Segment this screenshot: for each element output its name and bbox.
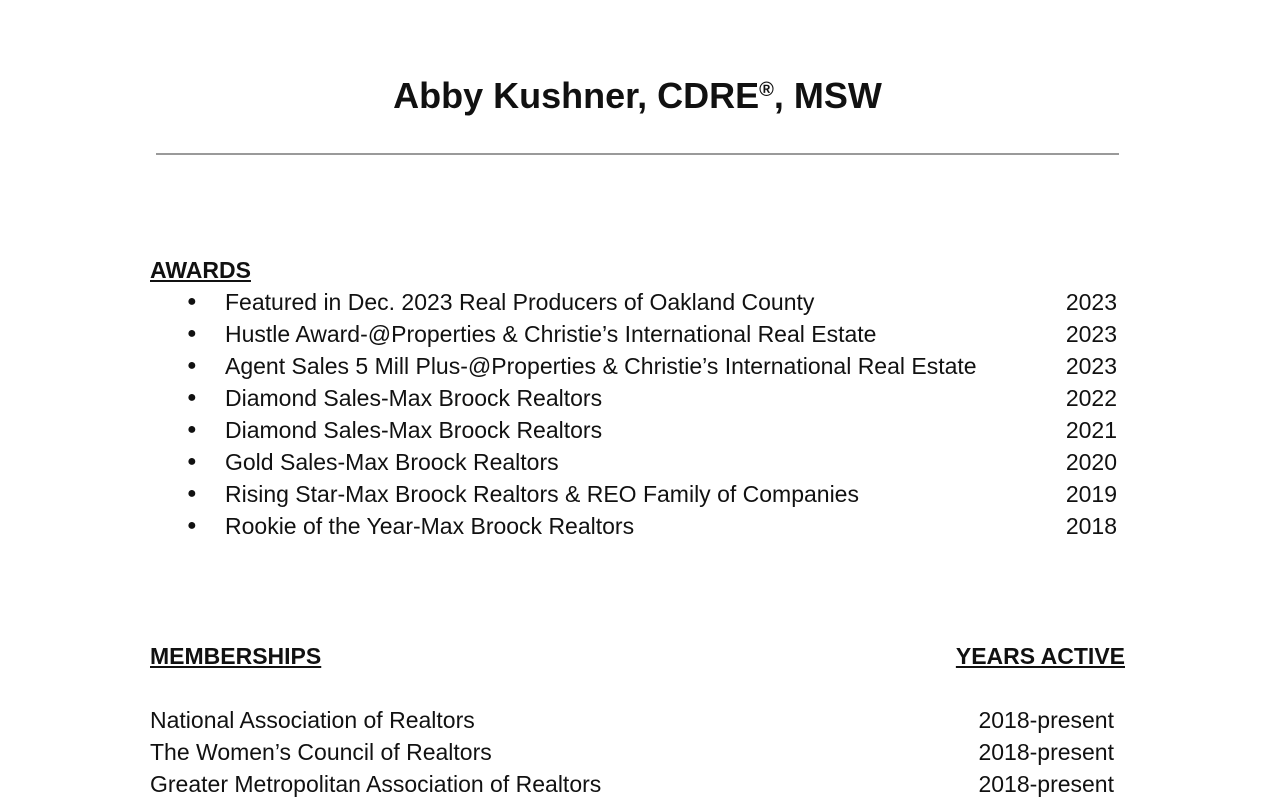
award-item xyxy=(150,382,1117,414)
membership-name: Greater Metropolitan Association of Realtors xyxy=(150,771,602,797)
credential-suffix: , MSW xyxy=(773,75,882,116)
years-active-heading: YEARS ACTIVE xyxy=(955,643,1125,669)
award-year: 2021 xyxy=(1065,417,1117,443)
memberships-list xyxy=(150,704,1117,800)
award-item xyxy=(150,478,1117,510)
award-year: 2023 xyxy=(1065,289,1117,315)
bullet-icon: ● xyxy=(187,325,197,342)
membership-item xyxy=(150,704,1117,736)
award-item xyxy=(150,318,1117,350)
award-item xyxy=(150,446,1117,478)
bullet-icon: ● xyxy=(187,421,197,438)
award-item xyxy=(150,414,1117,446)
registered-mark: ® xyxy=(759,79,774,101)
award-item xyxy=(150,286,1117,318)
award-year: 2020 xyxy=(1065,449,1117,475)
award-item xyxy=(150,510,1117,542)
award-name: Diamond Sales-Max Broock Realtors xyxy=(225,385,603,411)
award-name: Gold Sales-Max Broock Realtors xyxy=(225,449,559,475)
award-name: Agent Sales 5 Mill Plus-@Properties & Christie’s International Real Estate xyxy=(225,353,977,379)
award-item xyxy=(150,350,1117,382)
membership-name: The Women’s Council of Realtors xyxy=(150,739,492,765)
name-text: Abby Kushner, CDRE xyxy=(393,75,760,116)
membership-years: 2018-present xyxy=(978,771,1114,797)
membership-item xyxy=(150,768,1117,800)
award-year: 2018 xyxy=(1065,513,1117,539)
bullet-icon: ● xyxy=(187,517,197,534)
header-divider xyxy=(156,153,1119,155)
memberships-heading: MEMBERSHIPS xyxy=(150,643,322,669)
award-name: Featured in Dec. 2023 Real Producers of Oakland County xyxy=(225,289,815,315)
membership-years: 2018-present xyxy=(978,739,1114,765)
membership-years: 2018-present xyxy=(978,707,1114,733)
bullet-icon: ● xyxy=(187,485,197,502)
award-name: Rookie of the Year-Max Broock Realtors xyxy=(225,513,635,539)
bullet-icon: ● xyxy=(187,293,197,310)
award-year: 2023 xyxy=(1065,321,1117,347)
bullet-icon: ● xyxy=(187,453,197,470)
award-year: 2023 xyxy=(1065,353,1117,379)
page-title xyxy=(0,74,1275,118)
bullet-icon: ● xyxy=(187,357,197,374)
award-name: Hustle Award-@Properties & Christie’s International Real Estate xyxy=(225,321,877,347)
membership-item xyxy=(150,736,1117,768)
award-year: 2022 xyxy=(1065,385,1117,411)
award-name: Rising Star-Max Broock Realtors & REO Family of Companies xyxy=(225,481,859,507)
awards-heading: AWARDS xyxy=(150,257,251,283)
membership-name: National Association of Realtors xyxy=(150,707,475,733)
award-year: 2019 xyxy=(1065,481,1117,507)
awards-list xyxy=(150,286,1117,542)
bullet-icon: ● xyxy=(187,389,197,406)
award-name: Diamond Sales-Max Broock Realtors xyxy=(225,417,603,443)
